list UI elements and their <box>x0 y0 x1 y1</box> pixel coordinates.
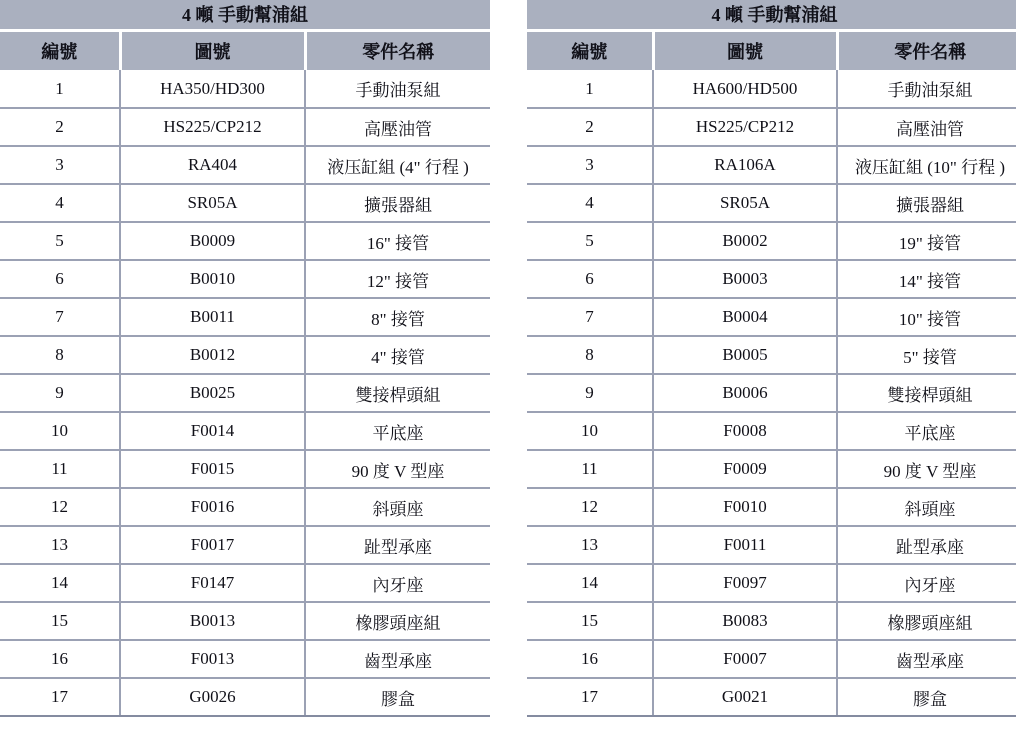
table-title: 4 噸 手動幫浦組 <box>527 0 1016 30</box>
row-number-cell: 10 <box>0 412 120 450</box>
part-name-cell: 內牙座 <box>837 564 1016 602</box>
row-number-cell: 6 <box>0 260 120 298</box>
table-row <box>527 222 1016 260</box>
row-number-cell: 4 <box>527 184 653 222</box>
column-header-drawing-no: 圖號 <box>653 30 837 70</box>
table-row <box>0 640 490 678</box>
parts-table-right-wrap <box>527 0 1016 717</box>
table-title: 4 噸 手動幫浦組 <box>0 0 490 30</box>
drawing-number-cell: HA600/HD500 <box>653 70 837 108</box>
part-name-cell: 雙接桿頭組 <box>837 374 1016 412</box>
drawing-number-cell: HS225/CP212 <box>653 108 837 146</box>
table-row <box>0 70 490 108</box>
table-row <box>0 260 490 298</box>
table-row <box>0 184 490 222</box>
column-header-drawing-no: 圖號 <box>120 30 305 70</box>
table-row <box>527 336 1016 374</box>
row-number-cell: 2 <box>527 108 653 146</box>
row-number-cell: 13 <box>0 526 120 564</box>
parts-table-right <box>527 0 1016 717</box>
row-number-cell: 8 <box>0 336 120 374</box>
row-number-cell: 5 <box>527 222 653 260</box>
part-name-cell: 平底座 <box>837 412 1016 450</box>
row-number-cell: 7 <box>0 298 120 336</box>
row-number-cell: 2 <box>0 108 120 146</box>
table-row <box>0 336 490 374</box>
drawing-number-cell: B0006 <box>653 374 837 412</box>
table-row <box>0 488 490 526</box>
row-number-cell: 12 <box>527 488 653 526</box>
parts-table-left-wrap <box>0 0 490 717</box>
part-name-cell: 19" 接管 <box>837 222 1016 260</box>
drawing-number-cell: B0005 <box>653 336 837 374</box>
part-name-cell: 10" 接管 <box>837 298 1016 336</box>
drawing-number-cell: F0009 <box>653 450 837 488</box>
parts-table-body <box>527 70 1016 716</box>
part-name-cell: 膠盒 <box>305 678 490 716</box>
row-number-cell: 8 <box>527 336 653 374</box>
part-name-cell: 90 度 V 型座 <box>305 450 490 488</box>
table-row <box>0 450 490 488</box>
row-number-cell: 1 <box>527 70 653 108</box>
row-number-cell: 16 <box>527 640 653 678</box>
table-row <box>0 602 490 640</box>
row-number-cell: 16 <box>0 640 120 678</box>
drawing-number-cell: B0011 <box>120 298 305 336</box>
row-number-cell: 17 <box>527 678 653 716</box>
table-row <box>527 602 1016 640</box>
table-row <box>527 678 1016 716</box>
row-number-cell: 5 <box>0 222 120 260</box>
drawing-number-cell: F0097 <box>653 564 837 602</box>
table-row <box>527 108 1016 146</box>
drawing-number-cell: G0026 <box>120 678 305 716</box>
table-row <box>527 640 1016 678</box>
part-name-cell: 14" 接管 <box>837 260 1016 298</box>
drawing-number-cell: F0014 <box>120 412 305 450</box>
table-row <box>0 678 490 716</box>
part-name-cell: 擴張器組 <box>305 184 490 222</box>
table-title-row <box>0 0 490 30</box>
drawing-number-cell: B0025 <box>120 374 305 412</box>
part-name-cell: 液压缸組 (4" 行程 ) <box>305 146 490 184</box>
part-name-cell: 液压缸組 (10" 行程 ) <box>837 146 1016 184</box>
part-name-cell: 4" 接管 <box>305 336 490 374</box>
table-row <box>0 146 490 184</box>
part-name-cell: 橡膠頭座組 <box>305 602 490 640</box>
drawing-number-cell: B0010 <box>120 260 305 298</box>
drawing-number-cell: F0013 <box>120 640 305 678</box>
part-name-cell: 齒型承座 <box>305 640 490 678</box>
drawing-number-cell: SR05A <box>653 184 837 222</box>
table-row <box>527 374 1016 412</box>
row-number-cell: 14 <box>527 564 653 602</box>
drawing-number-cell: F0015 <box>120 450 305 488</box>
row-number-cell: 1 <box>0 70 120 108</box>
drawing-number-cell: F0008 <box>653 412 837 450</box>
drawing-number-cell: G0021 <box>653 678 837 716</box>
table-row <box>527 450 1016 488</box>
part-name-cell: 平底座 <box>305 412 490 450</box>
row-number-cell: 6 <box>527 260 653 298</box>
row-number-cell: 3 <box>0 146 120 184</box>
part-name-cell: 內牙座 <box>305 564 490 602</box>
row-number-cell: 9 <box>527 374 653 412</box>
table-row <box>0 412 490 450</box>
table-row <box>527 298 1016 336</box>
part-name-cell: 12" 接管 <box>305 260 490 298</box>
drawing-number-cell: HA350/HD300 <box>120 70 305 108</box>
drawing-number-cell: SR05A <box>120 184 305 222</box>
table-row <box>0 564 490 602</box>
drawing-number-cell: F0147 <box>120 564 305 602</box>
part-name-cell: 90 度 V 型座 <box>837 450 1016 488</box>
part-name-cell: 齒型承座 <box>837 640 1016 678</box>
table-row <box>0 222 490 260</box>
parts-table-body <box>0 70 490 716</box>
part-name-cell: 橡膠頭座組 <box>837 602 1016 640</box>
table-row <box>527 70 1016 108</box>
drawing-number-cell: RA404 <box>120 146 305 184</box>
part-name-cell: 手動油泵組 <box>305 70 490 108</box>
drawing-number-cell: B0083 <box>653 602 837 640</box>
part-name-cell: 趾型承座 <box>305 526 490 564</box>
table-row <box>527 184 1016 222</box>
parts-table-left <box>0 0 490 717</box>
part-name-cell: 斜頭座 <box>837 488 1016 526</box>
column-header-row <box>527 30 1016 70</box>
drawing-number-cell: B0004 <box>653 298 837 336</box>
drawing-number-cell: F0007 <box>653 640 837 678</box>
row-number-cell: 11 <box>527 450 653 488</box>
drawing-number-cell: B0002 <box>653 222 837 260</box>
drawing-number-cell: B0003 <box>653 260 837 298</box>
row-number-cell: 13 <box>527 526 653 564</box>
table-row <box>527 488 1016 526</box>
drawing-number-cell: B0012 <box>120 336 305 374</box>
table-row <box>527 146 1016 184</box>
part-name-cell: 擴張器組 <box>837 184 1016 222</box>
table-row <box>527 260 1016 298</box>
row-number-cell: 14 <box>0 564 120 602</box>
row-number-cell: 15 <box>527 602 653 640</box>
row-number-cell: 10 <box>527 412 653 450</box>
drawing-number-cell: RA106A <box>653 146 837 184</box>
table-row <box>0 374 490 412</box>
drawing-number-cell: F0017 <box>120 526 305 564</box>
table-row <box>0 108 490 146</box>
row-number-cell: 7 <box>527 298 653 336</box>
column-header-part-name: 零件名稱 <box>305 30 490 70</box>
part-name-cell: 高壓油管 <box>837 108 1016 146</box>
part-name-cell: 手動油泵組 <box>837 70 1016 108</box>
row-number-cell: 3 <box>527 146 653 184</box>
row-number-cell: 9 <box>0 374 120 412</box>
table-row <box>527 564 1016 602</box>
row-number-cell: 15 <box>0 602 120 640</box>
column-header-number: 編號 <box>527 30 653 70</box>
drawing-number-cell: F0011 <box>653 526 837 564</box>
part-name-cell: 趾型承座 <box>837 526 1016 564</box>
column-header-part-name: 零件名稱 <box>837 30 1016 70</box>
drawing-number-cell: F0016 <box>120 488 305 526</box>
row-number-cell: 12 <box>0 488 120 526</box>
drawing-number-cell: B0013 <box>120 602 305 640</box>
part-name-cell: 高壓油管 <box>305 108 490 146</box>
column-header-number: 編號 <box>0 30 120 70</box>
part-name-cell: 雙接桿頭組 <box>305 374 490 412</box>
table-title-row <box>527 0 1016 30</box>
part-name-cell: 8" 接管 <box>305 298 490 336</box>
table-row <box>0 526 490 564</box>
column-header-row <box>0 30 490 70</box>
part-name-cell: 16" 接管 <box>305 222 490 260</box>
table-row <box>0 298 490 336</box>
drawing-number-cell: F0010 <box>653 488 837 526</box>
part-name-cell: 斜頭座 <box>305 488 490 526</box>
drawing-number-cell: HS225/CP212 <box>120 108 305 146</box>
row-number-cell: 17 <box>0 678 120 716</box>
part-name-cell: 膠盒 <box>837 678 1016 716</box>
row-number-cell: 11 <box>0 450 120 488</box>
part-name-cell: 5" 接管 <box>837 336 1016 374</box>
drawing-number-cell: B0009 <box>120 222 305 260</box>
table-row <box>527 526 1016 564</box>
table-row <box>527 412 1016 450</box>
row-number-cell: 4 <box>0 184 120 222</box>
